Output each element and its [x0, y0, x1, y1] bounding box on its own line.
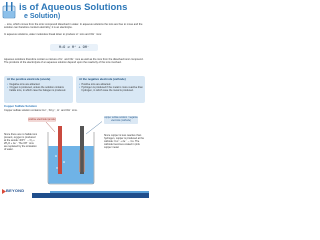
page-title: is of Aqueous Solutions — [19, 2, 128, 13]
intro-text-2: In aqueous solutions the ions are free to move and the solution can therefore conduct electricity; it is an electrolyte. — [4, 23, 143, 30]
bullet-icon: • — [79, 86, 80, 90]
anode-explanation: Since there are no halide ions present, oxygen is produced at the anode: 4OH⁻ → O₂ + 2H₂O + 4e⁻. The OH⁻ ions are replaced by the ionisation of water. — [4, 133, 38, 152]
anode-pointer-line — [46, 122, 55, 132]
positive-panel-heading: At the positive electrode (anode) — [7, 77, 51, 81]
beyond-logo: BEYOND — [6, 188, 25, 193]
intro-text-4: Aqueous solutions therefore contain a mixture of H⁺ and OH⁻ ions as well as the ions from the dissolved ionic compound. — [4, 58, 144, 61]
cathode-pointer-line — [86, 120, 102, 134]
intro-text-5: The products of the electrolysis of an aqueous solution depend upon the reactivity of the ions involved. — [4, 61, 122, 65]
oxygen-bubble — [56, 167, 57, 168]
negative-panel-heading: At the negative electrode (cathode) — [79, 77, 126, 81]
copper-coating — [79, 150, 80, 172]
positive-item-2: Oxygen is produced, unless the solution contains halide ions, in which case the halogen is produced. — [9, 86, 66, 93]
electrolysis-icon — [0, 0, 20, 22]
example-heading: Copper Sulfate Solution — [4, 104, 37, 108]
bullet-icon: • — [7, 86, 8, 90]
copper-coating — [84, 150, 85, 172]
bullet-icon: • — [79, 83, 80, 86]
oxygen-bubble — [55, 155, 57, 157]
example-text: Copper sulfate solution contains Cu²⁺, SO₄²⁻, H⁺ and OH⁻ ions. — [4, 109, 78, 112]
intro-paragraph-2: In aqueous solutions, water molecules break down to produce H⁺ ions and OH⁻ ions: — [4, 33, 102, 36]
negative-electrode-panel — [76, 76, 145, 103]
positive-electrode-panel — [4, 76, 73, 103]
negative-item-2: Hydrogen is produced if the metal is more reactive than hydrogen, in which case the metal is produced. — [81, 86, 143, 93]
page — [0, 0, 149, 198]
positive-panel-list — [7, 83, 71, 93]
electrolysis-apparatus-diagram — [40, 116, 102, 186]
page-subtitle: e Solution) — [24, 13, 61, 20]
footer-brand-bar — [32, 193, 149, 198]
water-ionisation-formula: H₂O ⇌ H⁺ + OH⁻ — [50, 44, 98, 51]
intro-paragraph-3 — [4, 58, 145, 65]
anode-electrode — [58, 126, 62, 174]
positive-item-1: Negative ions are attracted. — [9, 83, 41, 86]
cathode-label: copper sulfate solution / negative electrode (cathode) — [104, 116, 138, 124]
intro-paragraph-1 — [4, 23, 145, 30]
list-item — [79, 86, 143, 92]
cathode-electrode — [80, 126, 84, 174]
cathode-explanation: Since copper is less reactive than hydrogen, copper is produced at the cathode: Cu²⁺ + 2e⁻ → Cu. The cathode becomes coated in pink copper metal. — [104, 134, 145, 150]
anode-label: positive electrode (anode) — [28, 118, 56, 121]
intro-text-1: ... ions, which comes from the ionic compound dissolved in water. — [4, 23, 80, 26]
negative-item-1: Positive ions are attracted. — [81, 83, 111, 86]
negative-panel-list — [79, 83, 143, 93]
bullet-icon: • — [7, 83, 8, 86]
list-item — [7, 86, 71, 92]
copper-sulfate-solution — [48, 146, 93, 184]
oxygen-bubble — [63, 161, 65, 163]
